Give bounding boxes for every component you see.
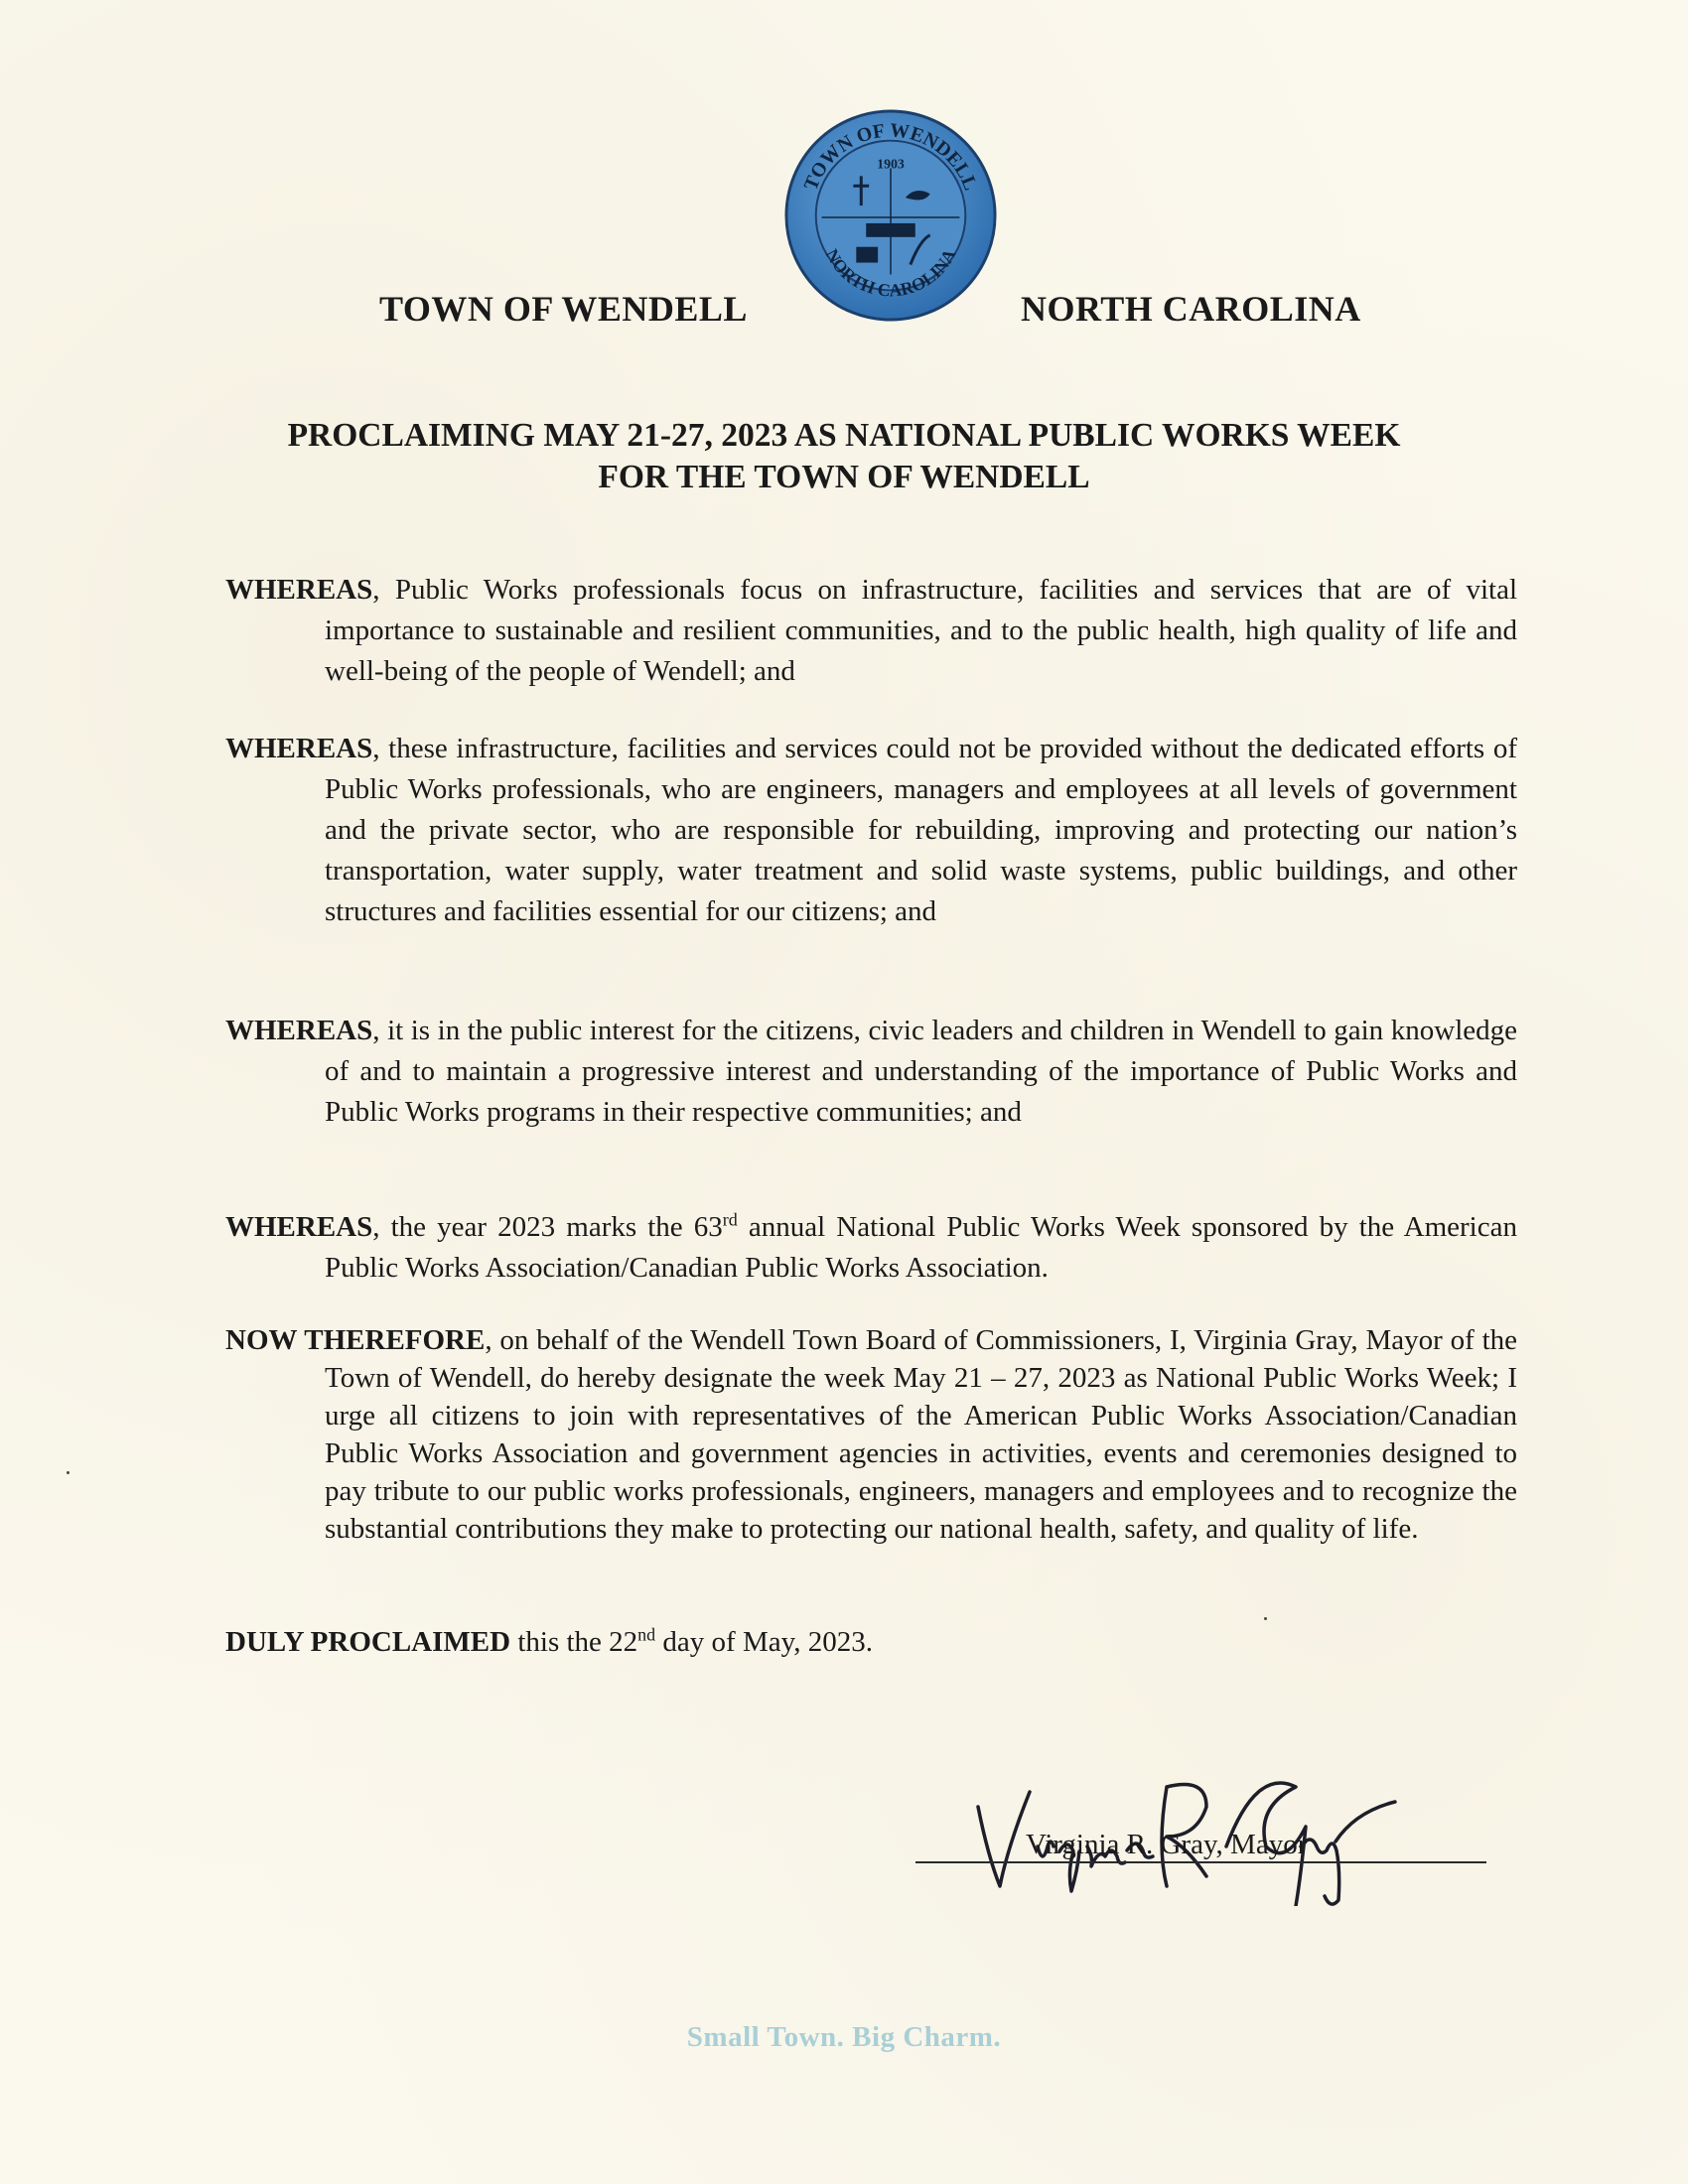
clause-whereas-1 [225,570,1517,692]
clause-text-b: day of May, 2023. [655,1626,873,1658]
footer-tagline: Small Town. Big Charm. [686,2021,1002,2053]
clause-text-a: this the 22 [510,1626,638,1658]
clause-text-b: annual National Public Works Week sponsored by the American Public Works Association/Canadian Public Works Association. [325,1211,1517,1284]
handwritten-signature [968,1747,1425,1906]
clause-text-a: , the year 2023 marks the 63 [372,1211,723,1243]
clause-duly-proclaimed [225,1622,1517,1663]
clause-whereas-4 [225,1207,1517,1289]
clause-whereas-3 [225,1011,1517,1133]
clause-lead: WHEREAS [225,1015,373,1046]
clause-whereas-2 [225,729,1517,932]
clause-text: , Public Works professionals focus on infrastructure, facilities and services that are of vital importance to sustainable and resilient communities, and to the public health, high quality of life and well-being of the people of Wendell; and [325,574,1517,687]
clause-lead: WHEREAS [225,574,373,606]
svg-text:NORTH CAROLINA: NORTH CAROLINA [821,245,960,301]
clause-text: , it is in the public interest for the citizens, civic leaders and children in Wendell to gain knowledge of and to maintain a progressive interest and understanding of the importance of Public Works and Public Works programs in their respective communities; and [325,1015,1517,1128]
title-line-2: FOR THE TOWN OF WENDELL [598,459,1090,495]
clause-lead: DULY PROCLAIMED [225,1626,511,1658]
ordinal-suffix: rd [722,1209,738,1230]
clause-lead: NOW THEREFORE [225,1324,486,1356]
svg-text:1903: 1903 [877,157,905,173]
ordinal-suffix: nd [637,1624,656,1645]
clause-lead: WHEREAS [225,733,373,764]
header-town: TOWN OF WENDELL [379,289,748,329]
town-seal [782,107,999,324]
header-state: NORTH CAROLINA [1021,289,1361,329]
clause-lead: WHEREAS [225,1211,373,1243]
title-line-1: PROCLAIMING MAY 21-27, 2023 AS NATIONAL PUBLIC WORKS WEEK [287,417,1401,454]
clause-text: , on behalf of the Wendell Town Board of Commissioners, I, Virginia Gray, Mayor of the Town of Wendell, do hereby designate the week May 21 – 27, 2023 as National Public Works Week; I urge all citizens to join with representatives of the American Public Works Association/Canadian Public Works Association and government agencies in activities, events and ceremonies designed to pay tribute to our public works professionals, engineers, managers and employees and to recognize the substantial contributions they make to protecting our national health, safety, and quality of life. [325,1324,1517,1545]
paper-speck [1264,1617,1267,1620]
clause-now-therefore [225,1321,1517,1548]
signature-line [915,1861,1486,1863]
clause-text: , these infrastructure, facilities and services could not be provided without the dedicated efforts of Public Works professionals, who are engineers, managers and employees at all levels of government and the private sector, who are responsible for rebuilding, improving and protecting our nation’s transportation, water supply, water treatment and solid waste systems, public buildings, and other structures and facilities essential for our citizens; and [325,733,1517,927]
svg-text:TOWN OF WENDELL: TOWN OF WENDELL [799,119,982,194]
paper-speck [67,1471,70,1474]
proclamation-title [199,415,1489,498]
signatory-name: Virginia R. Gray, Mayor [1026,1829,1308,1860]
